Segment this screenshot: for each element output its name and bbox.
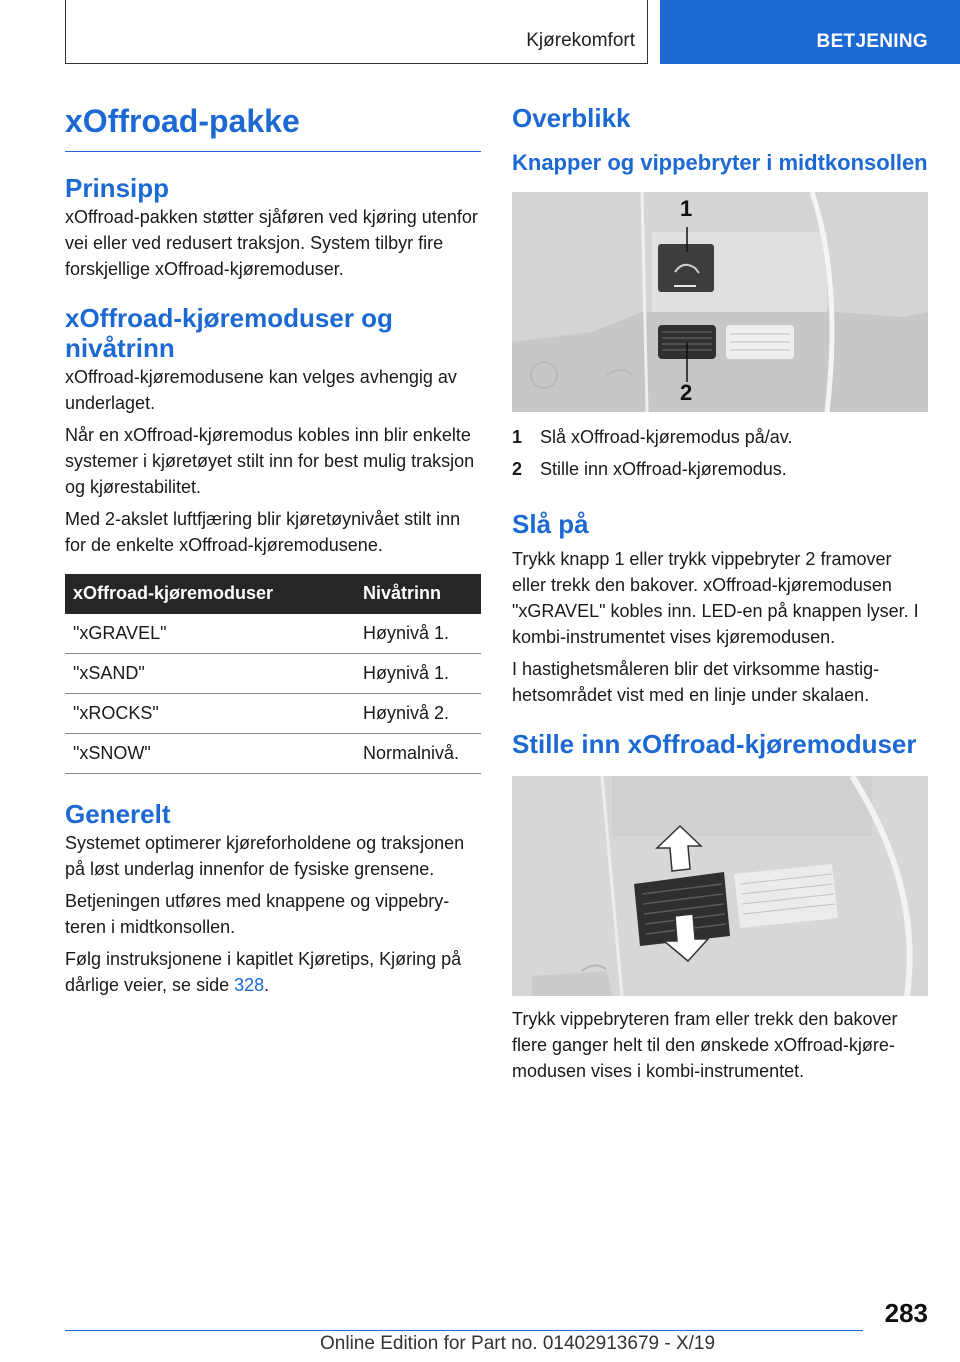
modes-text-3: Med 2-akslet luftfjæring blir kjøretøynivået stilt inn for de enkelte xOffroad-kjøremodusene. bbox=[65, 508, 461, 555]
table-row bbox=[65, 733, 481, 773]
table-cell-mode: "xSAND" bbox=[65, 653, 355, 693]
right-column bbox=[512, 100, 928, 1084]
list-item-text: Stille inn xOffroad-kjøremodus. bbox=[540, 459, 787, 480]
modes-table bbox=[65, 574, 481, 774]
table-row bbox=[65, 653, 481, 693]
list-item bbox=[512, 424, 928, 450]
footer-divider bbox=[65, 1330, 863, 1331]
heading-general: Generelt bbox=[65, 798, 171, 829]
console-illustration bbox=[512, 192, 928, 412]
list-item-number: 1 bbox=[512, 427, 523, 448]
header-section-box bbox=[65, 0, 648, 64]
header-chapter-tab: BETJENING bbox=[660, 0, 960, 64]
general-text-2: Betjeningen utføres med knappene og vippebryteren i midtkonsollen. bbox=[65, 890, 450, 937]
general-text-3-body: Følg instruksjonene i kapitlet Kjøretips, Kjøring på dårlige veier, se side bbox=[65, 948, 462, 995]
table-cell-level: Høynivå 2. bbox=[355, 693, 481, 733]
list-item-number: 2 bbox=[512, 459, 523, 480]
modes-text-2: Når en xOffroad-kjøremodus kobles inn blir enkelte systemer i kjøretøyet stilt inn for best mulig traksjon og kjørestabilitet. bbox=[65, 424, 475, 497]
table-row bbox=[65, 614, 481, 654]
heading-turn-on: Slå på bbox=[512, 509, 589, 540]
callout-list bbox=[512, 424, 928, 482]
table-cell-level: Høynivå 1. bbox=[355, 614, 481, 654]
table-header-mode: xOffroad-kjøremoduser bbox=[65, 574, 355, 614]
footer-edition: Online Edition for Part no. 01402913679 - X/19 bbox=[320, 1333, 716, 1354]
left-column bbox=[65, 100, 481, 998]
table-row bbox=[65, 693, 481, 733]
rocker-illustration bbox=[512, 776, 928, 996]
list-item-text: Slå xOffroad-kjøremodus på/av. bbox=[540, 427, 793, 448]
page-title: xOffroad-pakke bbox=[65, 100, 481, 152]
heading-set-mode: Stille inn xOffroad-kjøremoduser bbox=[512, 729, 917, 760]
table-header-row bbox=[65, 574, 481, 614]
general-text-1: Systemet optimerer kjøreforholdene og traksjonen på løst underlag innenfor de fysiske grensene. bbox=[65, 832, 465, 879]
callout-2: 2 bbox=[680, 380, 693, 406]
general-text-3 bbox=[65, 946, 481, 998]
principle-text: xOffroad-pakken støtter sjåføren ved kjøring utenfor vei eller ved redusert traksjon. System tilbyr fire forskjellige xOffroad-kjøremoduser. bbox=[65, 207, 478, 280]
table-cell-mode: "xSNOW" bbox=[65, 733, 355, 773]
set-mode-text: Trykk vippebryteren fram eller trekk den bakover flere ganger helt til den ønskede xOffroad-kjøremodusen vises i kombi-instrumentet. bbox=[512, 1009, 898, 1082]
list-item bbox=[512, 456, 928, 482]
heading-overview: Overblikk bbox=[512, 103, 631, 133]
heading-principle: Prinsipp bbox=[65, 173, 170, 204]
modes-text-1: xOffroad-kjøremodusene kan velges avhengig av underlaget. bbox=[65, 366, 457, 413]
table-cell-mode: "xGRAVEL" bbox=[65, 614, 355, 654]
table-cell-mode: "xROCKS" bbox=[65, 693, 355, 733]
heading-buttons: Knapper og vippebryter i midtkonsollen bbox=[512, 149, 928, 175]
table-header-level: Nivåtrinn bbox=[355, 574, 481, 614]
header-section-title: Kjørekomfort bbox=[526, 30, 635, 51]
console-photo-overview bbox=[512, 192, 928, 412]
table-cell-level: Normalnivå. bbox=[355, 733, 481, 773]
console-photo-rocker bbox=[512, 776, 928, 996]
table-cell-level: Høynivå 1. bbox=[355, 653, 481, 693]
general-text-3-end: . bbox=[264, 974, 270, 995]
turn-on-text-1: Trykk knapp 1 eller trykk vippebryter 2 framover eller trekk den bakover. xOffroad-kjøremodusen "xGRAVEL" kobles inn. LED-en på knappen lyser. I kombi-instrumentet vises kjøremodusen. bbox=[512, 549, 919, 648]
turn-on-text-2: I hastighetsmåleren blir det virksomme hastighetsområdet vist med en linje under skalaen. bbox=[512, 659, 880, 706]
callout-1: 1 bbox=[680, 196, 693, 222]
page-reference-link[interactable]: 328 bbox=[234, 974, 265, 995]
page-number: 283 bbox=[884, 1298, 928, 1328]
heading-modes: xOffroad-kjøremoduser og nivåtrinn bbox=[65, 303, 393, 363]
